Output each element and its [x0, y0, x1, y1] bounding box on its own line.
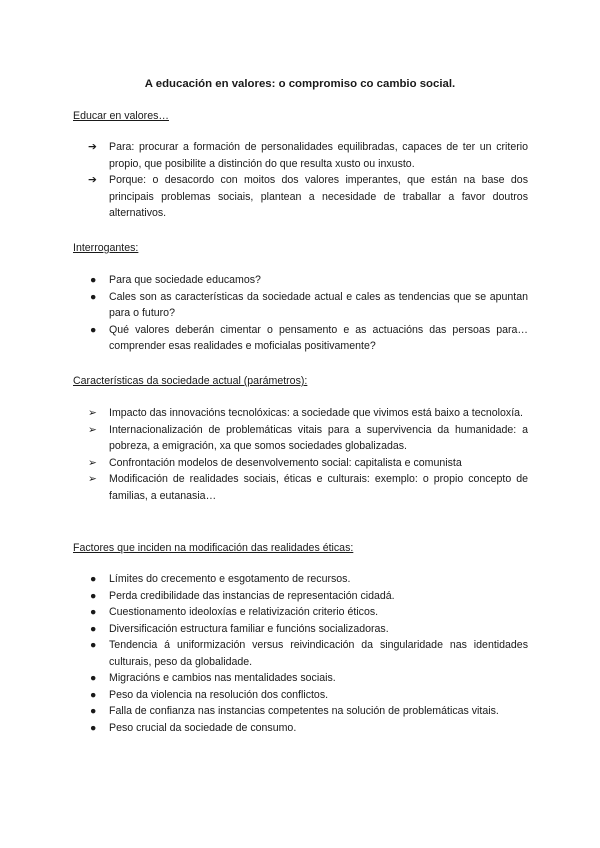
list-item: ➢ Confrontación modelos de desenvolvemento social: capitalista e comunista — [0, 455, 600, 472]
arrow-icon: ➔ — [88, 141, 97, 153]
list-item: ● Cuestionamento ideoloxías e relativización criterio éticos. — [0, 604, 600, 621]
list-item: ➢ Modificación de realidades sociais, éticas e culturais: exemplo: o propio concepto de familias, a eutanasia… — [88, 473, 528, 502]
bullet-icon: ● — [90, 274, 97, 286]
list-item: ➢ Internacionalización de problemáticas vitais para a supervivencia da humanidade: a pobreza, a emigración, xa que somos sociedades globalizadas. — [88, 423, 528, 452]
list-item: ● Migracións e cambios nas mentalidades sociais. — [0, 670, 600, 687]
list-item: ● Falla de confianza nas instancias competentes na solución de problemáticas vitais. — [0, 703, 600, 720]
list-factores — [0, 571, 600, 736]
section-heading-factores: Factores que inciden na modificación das realidades éticas: — [73, 542, 354, 554]
bullet-icon: ● — [90, 705, 97, 717]
list-item: ● Perda credibilidade das instancias de representación cidadá. — [0, 588, 600, 605]
list-item: ● Tendencia á uniformización versus reivindicación da singularidade nas identidades culturais, peso da globalidade. — [90, 639, 528, 668]
section-heading-caracteristicas: Características da sociedade actual (parámetros): — [73, 375, 308, 387]
bullet-icon: ● — [90, 622, 97, 635]
list-item: ● Qué valores deberán cimentar o pensamento e as actuacións das persoas para… comprender esas realidades e moficialas positivamente? — [90, 323, 528, 352]
list-item: ➢ Impacto das innovacións tecnolóxicas: a sociedade que vivimos está baixo a tecnoloxía. — [0, 405, 600, 422]
bullet-icon: ● — [90, 323, 97, 336]
arrowhead-icon: ➢ — [88, 407, 97, 419]
bullet-icon: ● — [90, 606, 97, 618]
bullet-icon: ● — [90, 721, 97, 734]
bullet-icon: ● — [90, 639, 97, 651]
bullet-icon: ● — [90, 290, 97, 303]
bullet-icon: ● — [90, 688, 97, 701]
list-item: ● Diversificación estructura familiar e funcións socializadoras. — [0, 621, 600, 638]
list-item: ➔ Porque: o desacordo con moitos dos valores imperantes, que están na base dos principais problemas sociais, plantean a necesidade de traballar a favor doutros alternativos. — [88, 174, 528, 219]
list-item: ● Límites do crecemento e esgotamento de recursos. — [0, 571, 600, 588]
list-item: ● Peso da violencia na resolución dos conflictos. — [0, 687, 600, 704]
document-title: A educación en valores: o compromiso co cambio social. — [144, 78, 456, 90]
arrowhead-icon: ➢ — [88, 456, 97, 469]
list-item: ● Cales son as características da sociedade actual e cales as tendencias que se apuntan para o futuro? — [90, 290, 528, 319]
bullet-icon: ● — [90, 589, 97, 602]
list-interrogantes — [0, 272, 600, 355]
list-item: ● Para que sociedade educamos? — [0, 272, 600, 289]
arrowhead-icon: ➢ — [88, 473, 97, 485]
list-item: ● Peso crucial da sociedade de consumo. — [0, 720, 600, 737]
bullet-icon: ● — [90, 573, 97, 585]
section-heading-interrogantes: Interrogantes: — [73, 242, 139, 254]
arrowhead-icon: ➢ — [88, 423, 97, 436]
section-heading-educar: Educar en valores… — [73, 110, 169, 122]
list-educar — [0, 139, 600, 222]
bullet-icon: ● — [90, 672, 97, 684]
arrow-icon: ➔ — [88, 174, 97, 186]
list-item: ➔ Para: procurar a formación de personalidades equilibradas, capaces de ter un criterio propio, que posibilite a distinción do que resulta xusto ou inxusto. — [88, 141, 528, 170]
list-caracteristicas — [0, 405, 600, 504]
